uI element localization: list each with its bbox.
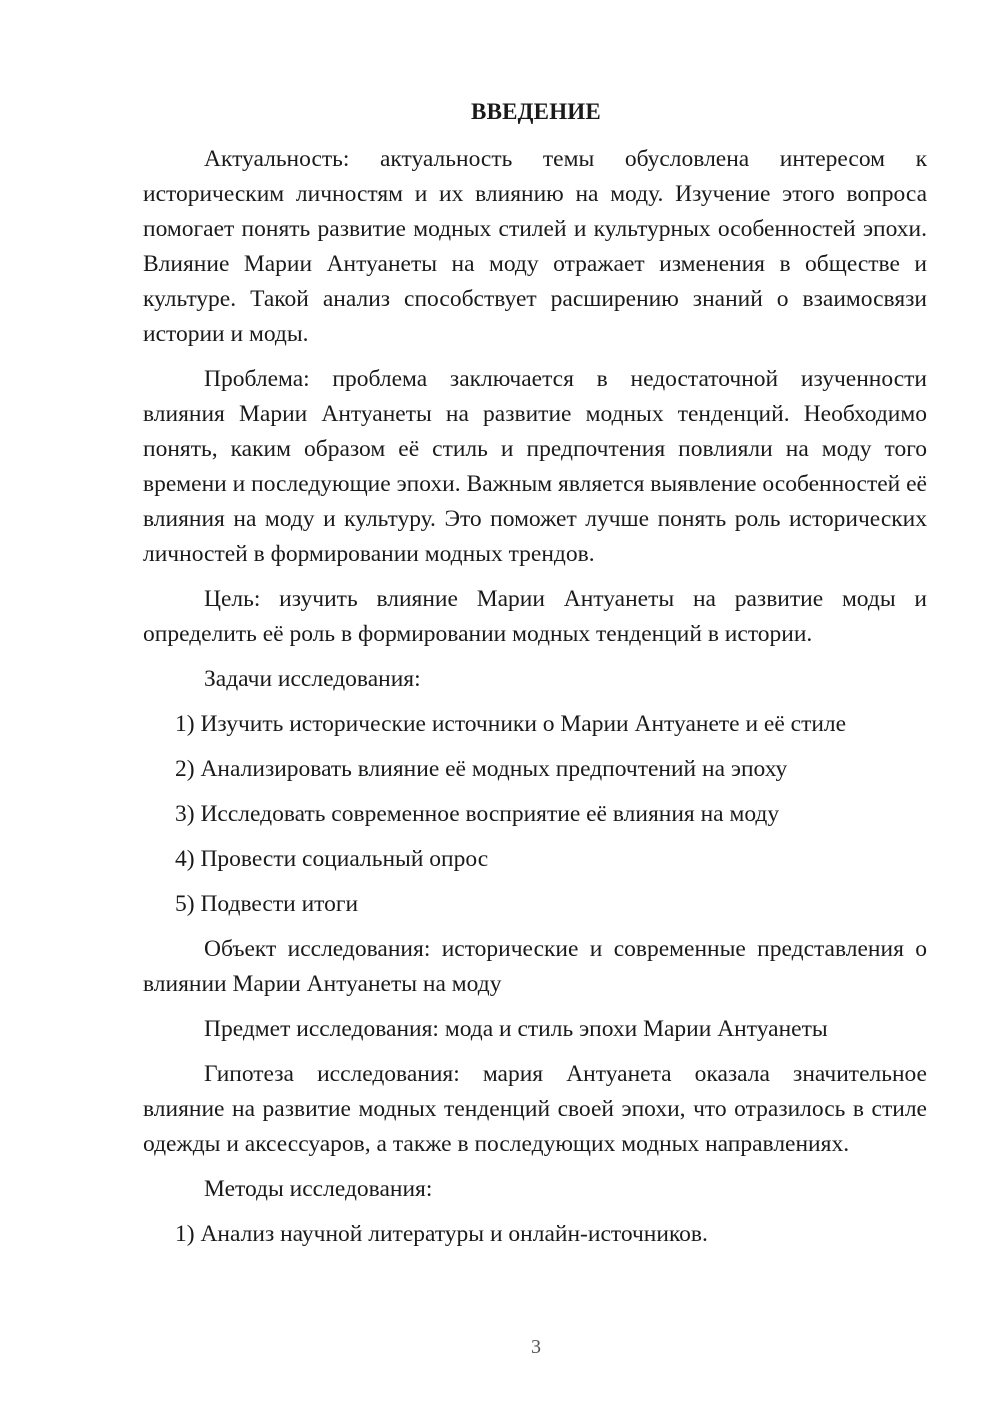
hypothesis-paragraph: Гипотеза исследования: мария Антуанета оказала значительное влияние на развитие модных тенденций своей эпохи, что отразилось в стиле одежды и аксессуаров, а также в последующих модных направлениях. [143, 1061, 927, 1157]
relevance-paragraph: Актуальность: актуальность темы обусловлена интересом к историческим личностям и их влиянию на моду. Изучение этого вопроса помогает понять развитие модных стилей и культурных особенностей эпохи. Влияние Марии Антуанеты на моду отражает изменения в обществе и культуре. Такой анализ способствует расширению знаний о взаимосвязи истории и моды. [143, 146, 927, 347]
task-item-4: 4) Провести социальный опрос [175, 846, 489, 872]
method-item-1: 1) Анализ научной литературы и онлайн-источников. [175, 1221, 708, 1247]
object-paragraph: Объект исследования: исторические и современные представления о влиянии Марии Антуанеты на моду [143, 936, 927, 997]
methods-heading: Методы исследования: [204, 1176, 433, 1202]
page-number: 3 [531, 1336, 541, 1358]
goal-paragraph: Цель: изучить влияние Марии Антуанеты на развитие моды и определить её роль в формировании модных тенденций в истории. [143, 586, 927, 647]
tasks-heading: Задачи исследования: [204, 666, 421, 692]
subject-paragraph: Предмет исследования: мода и стиль эпохи Марии Антуанеты [204, 1016, 828, 1042]
task-item-5: 5) Подвести итоги [175, 891, 359, 917]
task-item-3: 3) Исследовать современное восприятие её влияния на моду [175, 801, 780, 827]
problem-paragraph: Проблема: проблема заключается в недостаточной изученности влияния Марии Антуанеты на развитие модных тенденций. Необходимо понять, каким образом её стиль и предпочтения повлияли на моду того времени и последующие эпохи. Важным является выявление особенностей её влияния на моду и культуру. Это поможет лучше понять роль исторических личностей в формировании модных трендов. [143, 366, 927, 567]
task-item-1: 1) Изучить исторические источники о Марии Антуанете и её стиле [175, 711, 847, 737]
page-title: ВВЕДЕНИЕ [471, 99, 601, 124]
task-item-2: 2) Анализировать влияние её модных предпочтений на эпоху [175, 756, 788, 782]
document-body [143, 142, 927, 1262]
